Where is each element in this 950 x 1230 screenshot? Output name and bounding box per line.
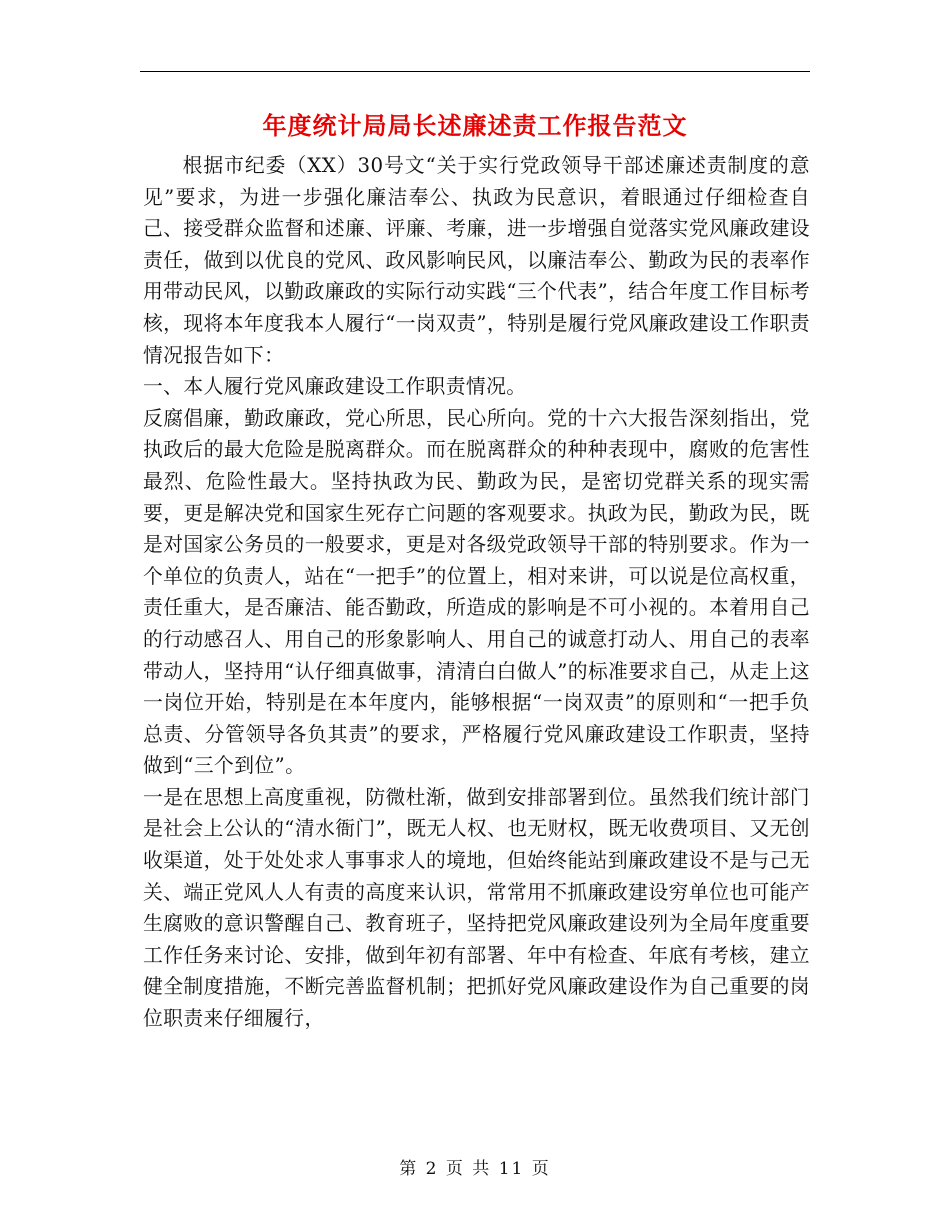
header-rule <box>140 71 810 72</box>
document-title: 年度统计局局长述廉述责工作报告范文 <box>262 111 688 140</box>
document-body <box>143 150 810 1035</box>
paragraph-point-one: 一是在思想上高度重视，防微杜渐，做到安排部署到位。虽然我们统计部门是社会上公认的“清水衙门”，既无人权、也无财权，既无收费项目、又无创收渠道，处于处处求人事事求人的境地，但始终能站到廉政建设不是与己无关、端正党风人人有责的高度来认识，常常用不抓廉政建设穷单位也可能产生腐败的意识警醒自己、教育班子，坚持把党风廉政建设列为全局年度重要工作任务来讨论、安排，做到年初有部署、年中有检查、年底有考核，建立健全制度措施，不断完善监督机制；把抓好党风廉政建设作为自己重要的岗位职责来仔细履行， <box>143 785 810 1031</box>
page-number: 第 2 页 共 11 页 <box>399 1159 551 1179</box>
section-heading-1: 一、本人履行党风廉政建设工作职责情况。 <box>143 375 527 399</box>
paragraph-intro: 根据市纪委（XX）30号文“关于实行党政领导干部述廉述责制度的意见”要求，为进一步强化廉洁奉公、执政为民意识，着眼通过仔细检查自己、接受群众监督和述廉、评廉、考廉，进一步增强自觉落实党风廉政建设责任，做到以优良的党风、政风影响民风，以廉洁奉公、勤政为民的表率作用带动民风，以勤政廉政的实际行动实践“三个代表”，结合年度工作目标考核，现将本年度我本人履行“一岗双责”，特别是履行党风廉政建设工作职责情况报告如下： <box>143 154 810 367</box>
paragraph-anti-corruption: 反腐倡廉，勤政廉政，党心所思，民心所向。党的十六大报告深刻指出，党执政后的最大危险是脱离群众。而在脱离群众的种种表现中，腐败的危害性最烈、危险性最大。坚持执政为民、勤政为民，是密切党群关系的现实需要，更是解决党和国家生死存亡问题的客观要求。执政为民，勤政为民，既是对国家公务员的一般要求，更是对各级党政领导干部的特别要求。作为一个单位的负责人，站在“一把手”的位置上，相对来讲，可以说是位高权重，责任重大，是否廉洁、能否勤政，所造成的影响是不可小视的。本着用自己的行动感召人、用自己的形象影响人、用自己的诚意打动人、用自己的表率带动人，坚持用“认仔细真做事，清清白白做人”的标准要求自己，从走上这一岗位开始，特别是在本年度内，能够根据“一岗双责”的原则和“一把手负总责、分管领导各负其责”的要求，严格履行党风廉政建设工作职责，坚持做到“三个到位”。 <box>143 406 810 778</box>
